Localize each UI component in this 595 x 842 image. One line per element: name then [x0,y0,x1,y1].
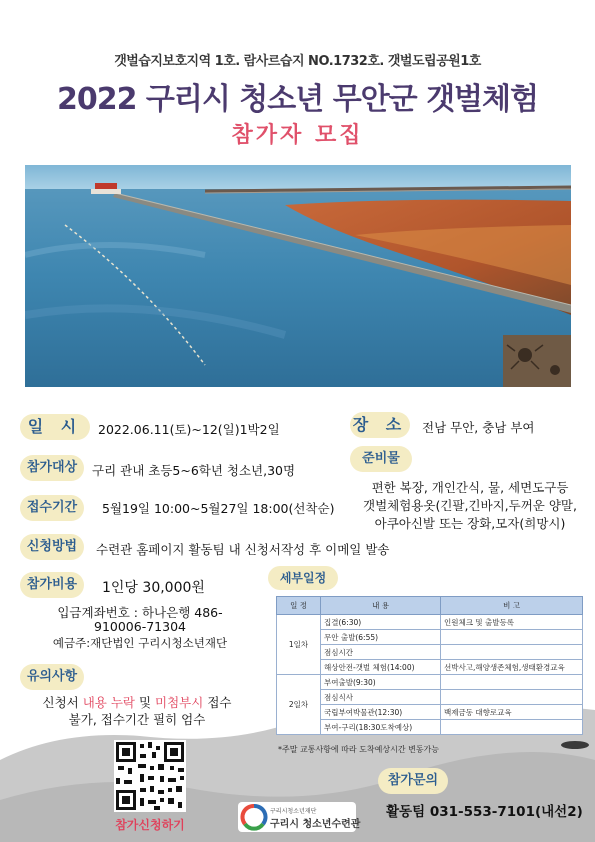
prep-line-1: 편한 복장, 개인간식, 물, 세면도구등 [371,480,569,495]
account-line-2: 910006-71304 [94,619,186,634]
table-row [277,630,583,645]
schedule-content: 집결(6:30) [321,615,441,630]
target-label: 참가대상 [20,455,84,481]
schedule-content: 무안 출발(6:55) [321,630,441,645]
account-holder: 예금주:재단법인 구리시청소년재단 [52,636,228,650]
prep-line-3: 아쿠아신발 또는 장화,모자(희망시) [374,516,566,531]
table-row [277,675,583,690]
schedule-content: 점심식사 [321,690,441,705]
schedule-day1: 1일차 [277,615,321,675]
place-label: 장 소 [350,412,410,438]
table-row [277,615,583,630]
poster-title: 2022 구리시 청소년 무안군 갯벌체험 [56,82,538,117]
schedule-note [441,720,583,735]
schedule-note: 인원체크 및 출발등록 [441,615,583,630]
schedule-note: 선박사고,해양생존체험,생태환경교육 [441,660,583,675]
table-row [277,645,583,660]
logo-foundation-name: 구리시청소년재단 [270,808,317,815]
schedule-content: 국립부여박물관(12:30) [321,705,441,720]
schedule-note [441,690,583,705]
schedule-footnote: *주말 교통사항에 따라 도착예상시간 변동가능 [278,745,440,754]
table-row [277,690,583,705]
schedule-content: 부여-구리(18:30도착예상) [321,720,441,735]
prep-line-2: 갯벌체험용옷(긴팔,긴바지,두꺼운 양말, [363,498,577,513]
method-value: 수련관 홈페이지 활동팀 내 신청서작성 후 이메일 발송 [96,542,390,557]
schedule-day2: 2일차 [277,675,321,735]
schedule-content: 해상안전-갯벌 체험(14:00) [321,660,441,675]
contact-label: 참가문의 [378,768,448,794]
date-value: 2022.06.11(토)~12(일)1박2일 [98,422,280,437]
schedule-note [441,645,583,660]
schedule-content: 부여출발(9:30) [321,675,441,690]
schedule-title: 세부일정 [268,566,338,590]
fee-label: 참가비용 [20,572,84,598]
table-row [277,660,583,675]
date-label: 일 시 [20,414,90,440]
logo-mark-icon [240,803,268,831]
notes-label: 유의사항 [20,664,84,690]
notes-line-1: 신청서 내용 누락 및 미첨부시 접수 [42,695,232,710]
youth-center-logo [238,802,361,832]
recruit-heading: 참가자 모집 [231,123,364,148]
period-label: 접수기간 [20,495,84,521]
schedule-header-note: 비 고 [441,597,583,615]
fee-value: 1인당 30,000원 [102,580,205,596]
target-value: 구리 관내 초등5~6학년 청소년,30명 [92,463,296,478]
poster-subtitle: 갯벌습지보호지역 1호. 람사르습지 NO.1732호. 갯벌도립공원1호 [114,54,481,69]
schedule-note: 백제금동 대향로교육 [441,705,583,720]
prep-label: 준비물 [350,446,412,472]
tidal-flat-photo [25,165,571,387]
table-row [277,720,583,735]
qr-code[interactable] [114,740,186,812]
notes-line-2: 불가, 접수기간 필히 엄수 [68,712,206,727]
schedule-note [441,675,583,690]
place-value: 전남 무안, 충남 부여 [422,420,535,435]
qr-apply-label: 참가신청하기 [115,818,185,832]
schedule-header-content: 내 용 [321,597,441,615]
table-row [277,705,583,720]
schedule-note [441,630,583,645]
period-value: 5월19일 10:00~5월27일 18:00(선착순) [102,501,335,516]
schedule-content: 점심시간 [321,645,441,660]
logo-center-name: 구리시 청소년수련관 [270,819,361,830]
schedule-header-day: 일 정 [277,597,321,615]
account-line-1: 입금계좌번호 : 하나은행 486- [57,605,223,620]
method-label: 신청방법 [20,534,84,560]
contact-value: 활동팀 031-553-7101(내선2) [386,804,583,820]
schedule-table [276,596,583,735]
